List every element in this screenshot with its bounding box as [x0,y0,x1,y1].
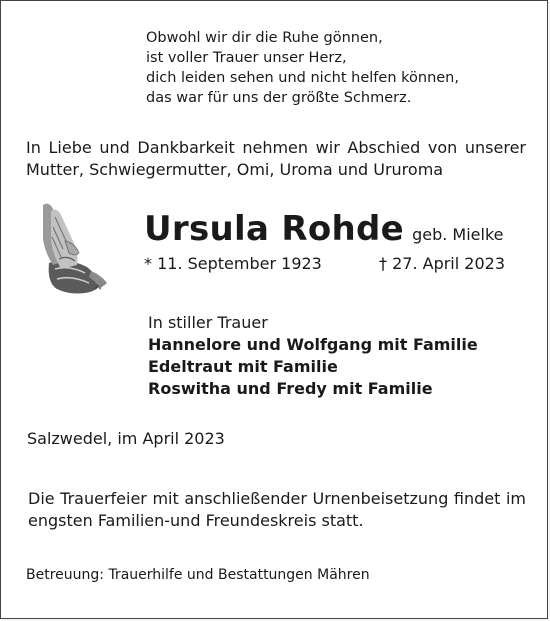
poem-line: ist voller Trauer unser Herz, [146,50,347,66]
intro-line: In Liebe und Dankbarkeit nehmen wir Abschied von unserer [26,138,526,157]
death-date: † 27. April 2023 [379,254,505,273]
mourner-family: Edeltraut mit Familie [148,357,338,376]
ceremony-text: Die Trauerfeier mit anschließender Urnenbeisetzung findet im engsten Familien-und Freundeskreis statt. [28,489,526,530]
poem-line: das war für uns der größte Schmerz. [146,90,412,106]
mourners [148,312,478,400]
deceased-name: Ursula Rohde [144,209,404,249]
intro-text [26,137,526,181]
poem-line: Obwohl wir dir die Ruhe gönnen, [146,30,383,46]
place-date: Salzwedel, im April 2023 [27,429,225,448]
intro-line: Mutter, Schwiegermutter, Omi, Uroma und Ururoma [26,160,444,179]
mourners-lead: In stiller Trauer [148,313,268,332]
birth-date: * 11. September 1923 [144,254,322,273]
mourner-family: Hannelore und Wolfgang mit Familie [148,335,478,354]
praying-hands-icon [29,197,113,299]
born-name: geb. Mielke [412,225,504,244]
deceased-name-row [144,209,504,249]
poem [146,28,459,108]
poem-line: dich leiden sehen und nicht helfen können, [146,70,459,86]
funeral-care: Betreuung: Trauerhilfe und Bestattungen Mähren [26,567,370,583]
mourner-family: Roswitha und Fredy mit Familie [148,379,433,398]
